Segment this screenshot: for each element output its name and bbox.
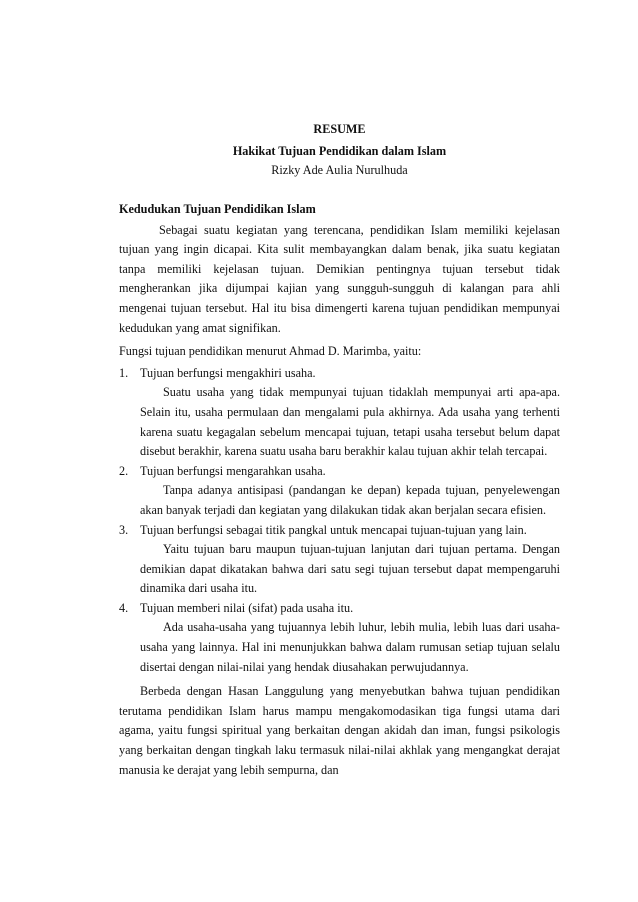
list-item xyxy=(119,364,560,462)
list-item-title: Tujuan berfungsi mengakhiri usaha. xyxy=(140,365,316,380)
author-name: Rizky Ade Aulia Nurulhuda xyxy=(271,163,408,177)
document-page xyxy=(119,120,560,780)
section-heading: Kedudukan Tujuan Pendidikan Islam xyxy=(119,202,316,216)
list-item xyxy=(119,462,560,521)
list-item-number: 3. xyxy=(119,522,129,537)
list-item-body: Tanpa adanya antisipasi (pandangan ke depan) kepada tujuan, penyelewengan akan banyak terjadi dan kegiatan yang dilakukan tidak akan berjalan secara efisien. xyxy=(140,483,560,517)
list-item-title: Tujuan berfungsi mengarahkan usaha. xyxy=(140,463,326,478)
list-item xyxy=(119,521,560,599)
list-item-title: Tujuan memberi nilai (sifat) pada usaha itu. xyxy=(140,600,354,615)
fungsi-list xyxy=(119,364,560,678)
document-subtitle: Hakikat Tujuan Pendidikan dalam Islam xyxy=(232,144,447,158)
list-item-body: Yaitu tujuan baru maupun tujuan-tujuan lanjutan dari tujuan pertama. Dengan demikian dapat dikatakan bahwa dari satu segi tujuan tersebut dapat mempengaruhi dinamika dari usaha itu. xyxy=(140,542,560,596)
list-item-number: 2. xyxy=(119,463,129,478)
intro-line: Fungsi tujuan pendidikan menurut Ahmad D. Marimba, yaitu: xyxy=(119,344,422,359)
list-item xyxy=(119,599,560,677)
list-item-number: 4. xyxy=(119,600,129,615)
list-item-number: 1. xyxy=(119,365,129,380)
list-item-body: Ada usaha-usaha yang tujuannya lebih luhur, lebih mulia, lebih luas dari usaha-usaha yang lainnya. Hal ini menunjukkan bahwa dalam rumusan setiap tujuan selalu disertai dengan nilai-nilai yang hendak diusahakan perwujudannya. xyxy=(140,620,560,674)
paragraph-kedudukan: Sebagai suatu kegiatan yang terencana, pendidikan Islam memiliki kejelasan tujuan yang ingin dicapai. Kita sulit membayangkan dalam benak, jika suatu kegiatan tanpa memiliki kejelasan tujuan. Demikian pentingnya tujuan tersebut tidak mengherankan jika dijumpai kajian yang sungguh-sungguh di kalangan para ahli mengenai tujuan tersebut. Hal itu bisa dimengerti karena tujuan pendidikan mempunyai kedudukan yang amat signifikan. xyxy=(119,222,560,335)
list-item-body: Suatu usaha yang tidak mempunyai tujuan tidaklah mempunyai arti apa-apa. Selain itu, usaha permulaan dan mengalami pula akhirnya. Ada usaha yang terhenti karena suatu kegagalan sebelum mencapai tujuan, tetapi usaha tersebut belum dapat disebut berakhir, karena suatu usaha baru berakhir kalau tujuan akhir telah tercapai. xyxy=(140,385,560,459)
document-title: RESUME xyxy=(313,122,366,136)
list-item-title: Tujuan berfungsi sebagai titik pangkal untuk mencapai tujuan-tujuan yang lain. xyxy=(140,522,527,537)
paragraph-closing: Berbeda dengan Hasan Langgulung yang menyebutkan bahwa tujuan pendidikan terutama pendidikan Islam harus mampu mengakomodasikan tiga fungsi utama dari agama, yaitu fungsi spiritual yang berkaitan dengan akidah dan iman, fungsi psikologis yang berkaitan dengan tingkah laku termasuk nilai-nilai akhlak yang mengangkat derajat manusia ke derajat yang lebih sempurna, dan xyxy=(119,684,560,777)
